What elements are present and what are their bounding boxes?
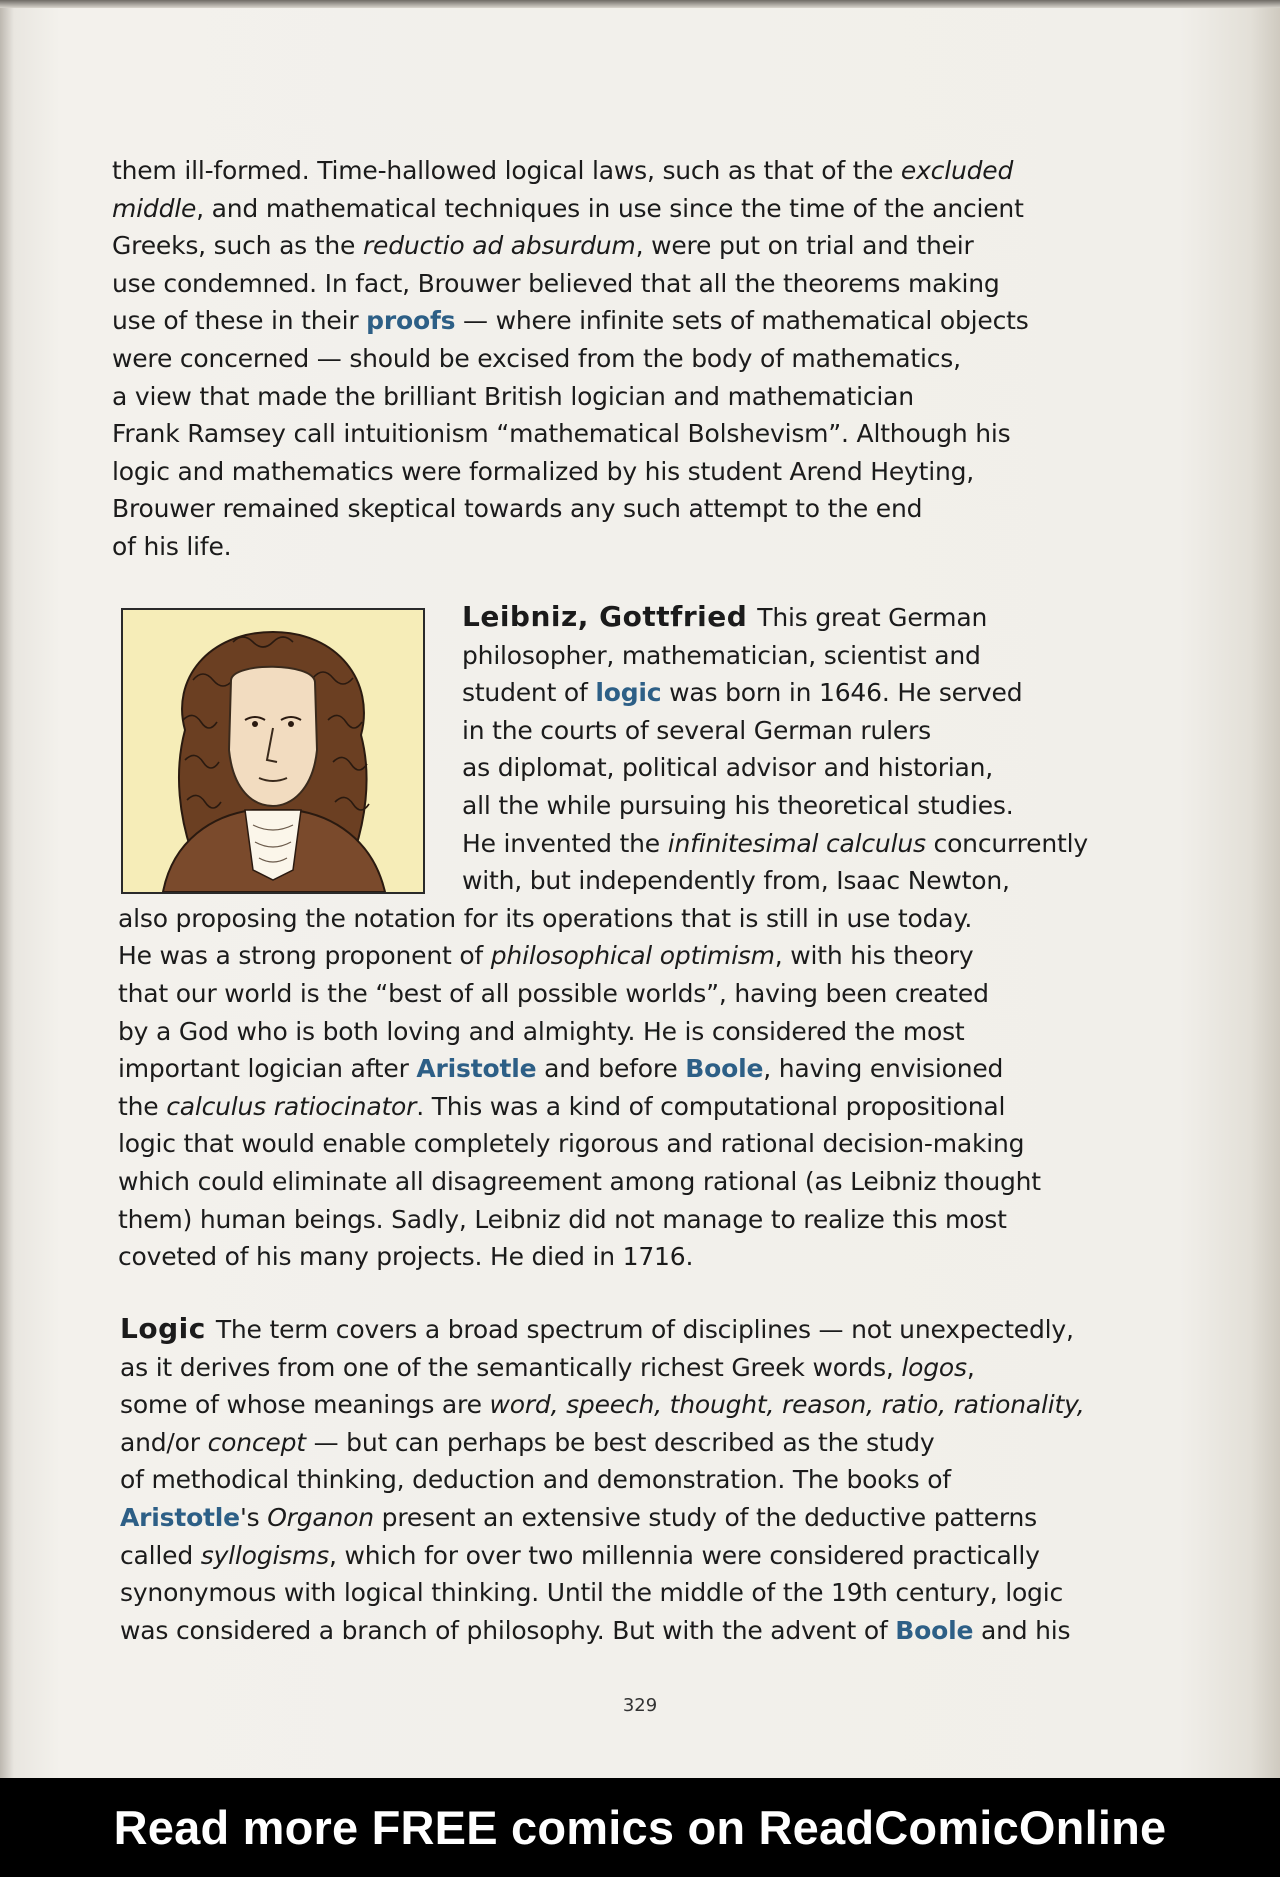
text-run: all the while pursuing his theoretical studies. [462, 790, 1014, 820]
text-run: were concerned — should be excised from the body of mathematics, [112, 343, 961, 373]
text-line [118, 749, 1102, 787]
text-run: The term covers a broad spectrum of disciplines — not unexpectedly, [215, 1315, 1074, 1344]
text-line [118, 712, 1102, 750]
text-run: as diplomat, political advisor and historian, [462, 753, 994, 783]
text-run: , having envisioned [763, 1054, 1004, 1084]
text-run: He was a strong proponent of [118, 941, 491, 971]
page-top-shadow [0, 0, 1280, 8]
text-run: Frank Ramsey call intuitionism “mathematical Bolshevism”. Although his [112, 419, 1011, 449]
text-run: some of whose meanings are [120, 1390, 490, 1420]
text-run: — but can perhaps be best described as the study [305, 1427, 935, 1457]
text-run: , which for over two millennia were considered practically [329, 1540, 1040, 1570]
text-line [118, 674, 1102, 712]
intuitionism-paragraph [112, 152, 1042, 566]
text-line [118, 598, 1102, 637]
cross-reference: proofs [366, 306, 456, 336]
text-run: by a God who is both loving and almighty. He is considered the most [118, 1016, 965, 1046]
text-run: concurrently [925, 828, 1088, 858]
promo-banner-text[interactable]: Read more FREE comics on ReadComicOnline [113, 1801, 1167, 1854]
text-run: of methodical thinking, deduction and demonstration. The books of [120, 1465, 951, 1495]
text-run: present an extensive study of the deductive patterns [373, 1502, 1037, 1532]
italic-term: word, speech, thought, reason, ratio, rationality, [489, 1390, 1085, 1420]
text-line [112, 378, 1042, 416]
promo-banner[interactable] [0, 1778, 1280, 1877]
text-run: as it derives from one of the semantically richest Greek words, [120, 1352, 902, 1382]
entry-heading: Leibniz, Gottfried [462, 600, 748, 633]
text-line [112, 490, 1042, 528]
text-line [120, 1537, 1100, 1575]
text-run: the [118, 1091, 167, 1121]
text-run: was born in 1646. He served [661, 678, 1023, 708]
text-run: coveted of his many projects. He died in 1716. [118, 1242, 694, 1272]
entry-heading: Logic [120, 1312, 206, 1345]
italic-term: syllogisms [200, 1540, 329, 1570]
text-run: use of these in their [112, 306, 367, 336]
text-run: synonymous with logical thinking. Until the middle of the 19th century, logic [120, 1578, 1064, 1608]
italic-term: calculus ratiocinator [166, 1091, 417, 1121]
text-run: was considered a branch of philosophy. But with the advent of [120, 1615, 896, 1645]
text-run: 's [239, 1502, 268, 1532]
text-run: logic that would enable completely rigorous and rational decision-making [118, 1129, 1025, 1159]
text-run: which could eliminate all disagreement among rational (as Leibniz thought [118, 1166, 1041, 1196]
text-line [112, 528, 1042, 566]
text-line [120, 1349, 1100, 1387]
text-run: a view that made the brilliant British logician and mathematician [112, 381, 914, 411]
cross-reference: Aristotle [120, 1502, 240, 1532]
text-line [112, 302, 1042, 340]
text-run: of his life. [112, 531, 232, 561]
text-run: and/or [120, 1427, 208, 1457]
text-run: logic and mathematics were formalized by his student Arend Heyting, [112, 456, 975, 486]
text-run: student of [462, 678, 596, 708]
text-line [118, 1238, 1102, 1276]
text-run: called [120, 1540, 201, 1570]
text-run: , with his theory [774, 941, 974, 971]
text-line [118, 1088, 1102, 1126]
text-line [118, 787, 1102, 825]
text-run: This great German [757, 603, 988, 632]
italic-term: middle [112, 193, 197, 223]
text-run: also proposing the notation for its operations that is still in use today. [118, 903, 973, 933]
text-run: with, but independently from, Isaac Newton, [462, 866, 1010, 896]
text-line [118, 825, 1102, 863]
page-number: 329 [622, 1695, 658, 1716]
text-run: that our world is the “best of all possible worlds”, having been created [118, 978, 989, 1008]
text-line [118, 862, 1102, 900]
logic-entry [120, 1310, 1100, 1649]
text-run: use condemned. In fact, Brouwer believed that all the theorems making [112, 268, 1000, 298]
text-run: . This was a kind of computational propositional [416, 1091, 1006, 1121]
cross-reference: Boole [685, 1054, 764, 1084]
text-run: and his [973, 1615, 1071, 1645]
cross-reference: logic [595, 678, 662, 708]
text-run: Greeks, such as the [112, 231, 363, 261]
italic-term: concept [207, 1427, 306, 1457]
text-line [118, 1013, 1102, 1051]
text-run: He invented the [462, 828, 668, 858]
text-run: in the courts of several German rulers [462, 715, 931, 745]
text-line [112, 190, 1042, 228]
text-run: , were put on trial and their [635, 231, 974, 261]
text-line [118, 1163, 1102, 1201]
italic-term: philosophical optimism [490, 941, 775, 971]
text-line [118, 975, 1102, 1013]
text-run: , [966, 1352, 975, 1382]
text-run: important logician after [118, 1054, 417, 1084]
text-line [120, 1386, 1100, 1424]
italic-term: Organon [267, 1502, 374, 1532]
text-run: — where infinite sets of mathematical objects [455, 306, 1029, 336]
text-run: and before [536, 1054, 686, 1084]
text-line [118, 1050, 1102, 1088]
text-line [112, 340, 1042, 378]
text-line [112, 415, 1042, 453]
text-line [120, 1499, 1100, 1537]
text-line [120, 1424, 1100, 1462]
italic-term: reductio ad absurdum [362, 231, 636, 261]
text-line [120, 1461, 1100, 1499]
text-line [120, 1310, 1100, 1349]
text-run: them ill-formed. Time-hallowed logical laws, such as that of the [112, 156, 901, 185]
cross-reference: Aristotle [416, 1054, 537, 1084]
text-line [120, 1612, 1100, 1650]
italic-term: infinitesimal calculus [667, 828, 926, 858]
text-run: , and mathematical techniques in use since the time of the ancient [196, 193, 1024, 223]
text-line [118, 937, 1102, 975]
text-line [118, 1201, 1102, 1239]
leibniz-entry [118, 598, 1102, 1276]
text-line [120, 1574, 1100, 1612]
cross-reference: Boole [895, 1615, 974, 1645]
text-line [118, 900, 1102, 938]
text-run: them) human beings. Sadly, Leibniz did not manage to realize this most [118, 1204, 1007, 1234]
text-line [112, 453, 1042, 491]
text-line [112, 227, 1042, 265]
italic-term: excluded [900, 156, 1014, 185]
text-run: philosopher, mathematician, scientist and [462, 640, 981, 670]
italic-term: logos [901, 1352, 967, 1382]
text-line [112, 265, 1042, 303]
text-line [112, 152, 1042, 190]
text-run: Brouwer remained skeptical towards any such attempt to the end [112, 494, 923, 524]
text-line [118, 637, 1102, 675]
text-line [118, 1125, 1102, 1163]
